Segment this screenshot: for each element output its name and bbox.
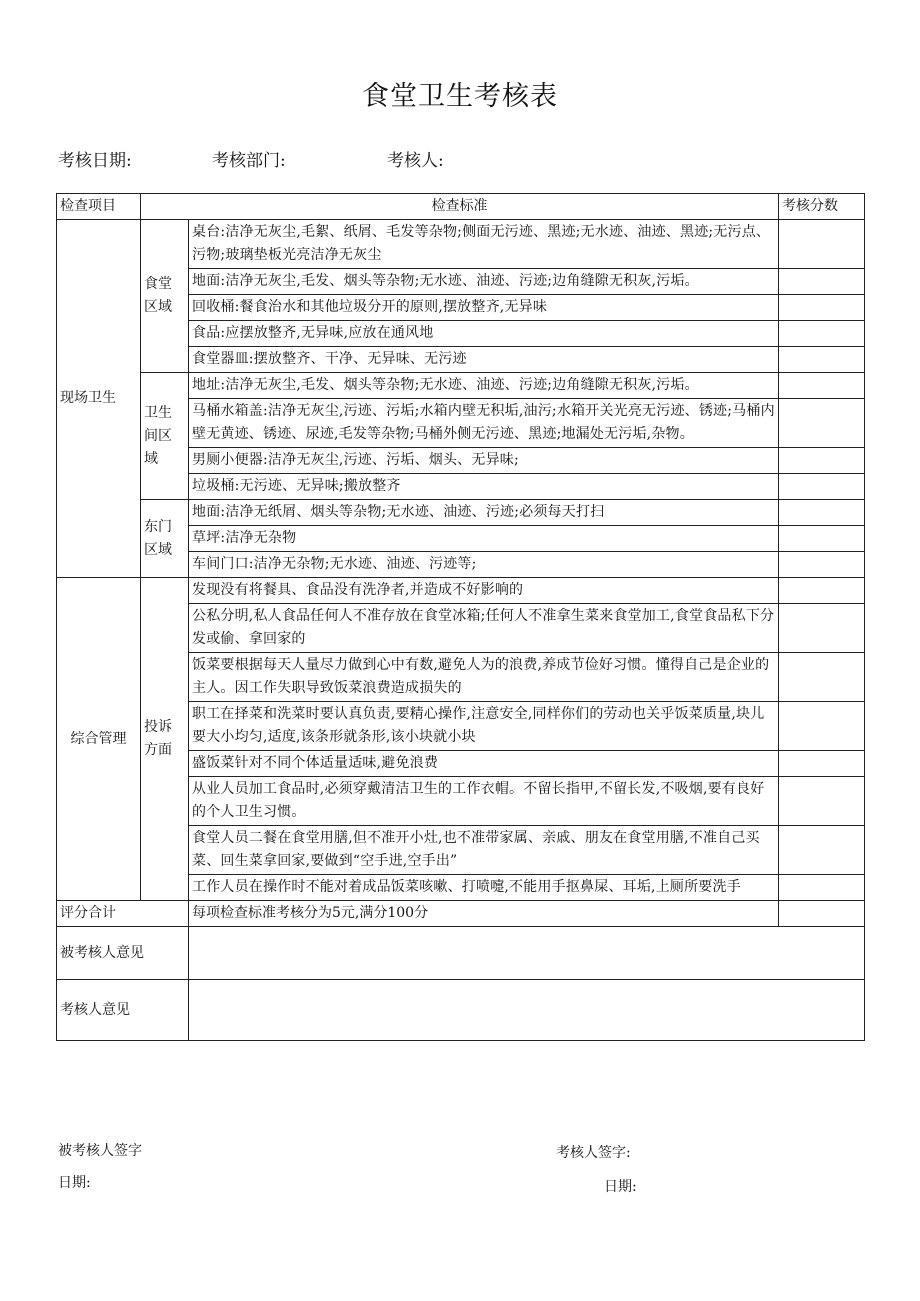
assessee-opinion-row xyxy=(57,927,865,980)
assessor-opinion-field[interactable] xyxy=(189,980,865,1041)
score-cell[interactable] xyxy=(779,448,865,474)
subgroup-canteen-area: 食堂区域 xyxy=(141,220,189,373)
criterion: 食堂人员二餐在食堂用膳,但不准开小灶,也不准带家属、亲戚、朋友在食堂用膳,不准自己买菜、回生菜拿回家,要做到“空手进,空手出” xyxy=(189,826,779,875)
score-cell[interactable] xyxy=(779,347,865,373)
score-cell[interactable] xyxy=(779,875,865,901)
assessor-opinion-label: 考核人意见 xyxy=(57,980,189,1041)
assessor-signature-label: 考核人签字: xyxy=(556,1145,631,1161)
criterion: 男厕小便器:洁净无灰尘,污迹、污垢、烟头、无异味; xyxy=(189,448,779,474)
criterion: 职工在择菜和洗菜时要认真负责,要精心操作,注意安全,同样你们的劳动也关乎饭菜质量,块儿要大小均匀,适度,该条形就条形,该小块就小块 xyxy=(189,702,779,751)
criterion: 地址:洁净无灰尘,毛发、烟头等杂物;无水迹、油迹、污迹;边角缝隙无积灰,污垢。 xyxy=(189,373,779,399)
score-cell[interactable] xyxy=(779,295,865,321)
table-row xyxy=(57,578,865,604)
assessor-opinion-row xyxy=(57,980,865,1041)
score-cell[interactable] xyxy=(779,399,865,448)
assessee-signature-label: 被考核人签字 xyxy=(58,1143,142,1159)
total-text: 每项检查标准考核分为5元,满分100分 xyxy=(189,901,779,927)
score-cell[interactable] xyxy=(779,604,865,653)
criterion: 饭菜要根据每天人量尽力做到心中有数,避免人为的浪费,养成节俭好习惯。懂得自己是企业的主人。因工作失职导致饭菜浪费造成损失的 xyxy=(189,653,779,702)
criterion: 桌台:洁净无灰尘,毛絮、纸屑、毛发等杂物;侧面无污迹、黑迹;无水迹、油迹、黑迹;无污点、污物;玻璃垫板光亮洁净无灰尘 xyxy=(189,220,779,269)
assessee-opinion-field[interactable] xyxy=(189,927,865,980)
assessee-opinion-label: 被考核人意见 xyxy=(57,927,189,980)
score-cell[interactable] xyxy=(779,220,865,269)
assessment-dept-label: 考核部门: xyxy=(212,151,286,171)
header-score: 考核分数 xyxy=(779,194,865,220)
criterion: 盛饭菜针对不同个体适量适味,避免浪费 xyxy=(189,751,779,777)
criterion: 垃圾桶:无污迹、无异味;搬放整齐 xyxy=(189,474,779,500)
score-cell[interactable] xyxy=(779,578,865,604)
header-standard: 检查标准 xyxy=(141,194,779,220)
criterion: 回收桶:餐食治水和其他垃圾分开的原则,摆放整齐,无异味 xyxy=(189,295,779,321)
subgroup-east-gate-area: 东门区域 xyxy=(141,500,189,578)
score-cell[interactable] xyxy=(779,552,865,578)
criterion: 地面:洁净无灰尘,毛发、烟头等杂物;无水迹、油迹、污迹;边角缝隙无积灰,污垢。 xyxy=(189,269,779,295)
criterion: 工作人员在操作时不能对着成品饭菜咳嗽、打喷嚏,不能用手抠鼻屎、耳垢,上厕所要洗手 xyxy=(189,875,779,901)
criterion: 地面:洁净无纸屑、烟头等杂物;无水迹、油迹、污迹;必须每天打扫 xyxy=(189,500,779,526)
total-score-cell[interactable] xyxy=(779,901,865,927)
score-cell[interactable] xyxy=(779,751,865,777)
table-row xyxy=(57,500,865,526)
criterion: 草坪:洁净无杂物 xyxy=(189,526,779,552)
score-cell[interactable] xyxy=(779,526,865,552)
group-onsite-hygiene: 现场卫生 xyxy=(57,220,141,578)
score-cell[interactable] xyxy=(779,373,865,399)
assessor-date-label: 日期: xyxy=(604,1179,637,1195)
score-cell[interactable] xyxy=(779,777,865,826)
criterion: 公私分明,私人食品任何人不准存放在食堂冰箱;任何人不准拿生菜来食堂加工,食堂食品私下分发或偷、拿回家的 xyxy=(189,604,779,653)
assessee-date-label: 日期: xyxy=(58,1175,91,1191)
subgroup-complaints: 投诉方面 xyxy=(141,578,189,901)
table-row xyxy=(57,220,865,269)
criterion: 车间门口:洁净无杂物;无水迹、油迹、污迹等; xyxy=(189,552,779,578)
criterion: 食品:应摆放整齐,无异味,应放在通风地 xyxy=(189,321,779,347)
score-cell[interactable] xyxy=(779,500,865,526)
table-header-row xyxy=(57,194,865,220)
criterion: 发现没有将餐具、食品没有洗净者,并造成不好影响的 xyxy=(189,578,779,604)
total-row xyxy=(57,901,865,927)
criterion: 食堂器皿:摆放整齐、干净、无异味、无污迹 xyxy=(189,347,779,373)
assessor-label: 考核人: xyxy=(387,151,444,171)
criterion: 马桶水箱盖:洁净无灰尘,污迹、污垢;水箱内壁无积垢,油污;水箱开关光亮无污迹、锈迹;马桶内壁无黄迹、锈迹、尿迹,毛发等杂物;马桶外侧无污迹、黑迹;地漏处无污垢,杂物。 xyxy=(189,399,779,448)
page-title: 食堂卫生考核表 xyxy=(362,81,558,112)
table-row xyxy=(57,373,865,399)
inspection-table xyxy=(56,193,865,1041)
total-label: 评分合计 xyxy=(57,901,189,927)
score-cell[interactable] xyxy=(779,269,865,295)
score-cell[interactable] xyxy=(779,826,865,875)
score-cell[interactable] xyxy=(779,474,865,500)
criterion: 从业人员加工食品时,必须穿戴清洁卫生的工作衣帽。不留长指甲,不留长发,不吸烟,要有良好的个人卫生习惯。 xyxy=(189,777,779,826)
assessment-date-label: 考核日期: xyxy=(58,151,132,171)
subgroup-restroom-area: 卫生间区域 xyxy=(141,373,189,500)
score-cell[interactable] xyxy=(779,653,865,702)
header-item: 检查项目 xyxy=(57,194,141,220)
group-general-management: 综合管理 xyxy=(57,578,141,901)
score-cell[interactable] xyxy=(779,702,865,751)
score-cell[interactable] xyxy=(779,321,865,347)
